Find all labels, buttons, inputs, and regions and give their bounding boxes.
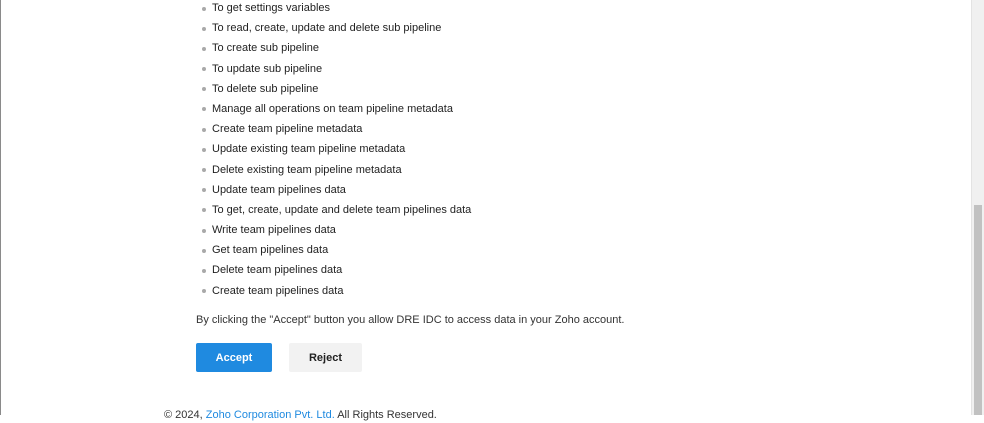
permission-label: To read, create, update and delete sub pipeline xyxy=(212,22,442,35)
permission-label: Update team pipelines data xyxy=(212,183,346,196)
permission-item xyxy=(196,260,471,280)
permission-label: To update sub pipeline xyxy=(212,62,323,75)
permission-label: To get settings variables xyxy=(212,2,331,14)
permission-label: To delete sub pipeline xyxy=(212,82,319,95)
permission-label: To create sub pipeline xyxy=(212,42,320,55)
bullet-icon xyxy=(202,269,206,273)
footer-suffix: All Rights Reserved. xyxy=(334,409,437,421)
accept-button[interactable]: Accept xyxy=(196,343,272,372)
footer xyxy=(164,407,437,423)
permission-item xyxy=(196,99,471,119)
bullet-icon xyxy=(202,289,206,293)
reject-button[interactable]: Reject xyxy=(289,343,362,372)
permission-label: Manage all operations on team pipeline metadata xyxy=(212,102,453,115)
bullet-icon xyxy=(202,7,206,11)
permission-list xyxy=(196,0,471,301)
bullet-icon xyxy=(202,87,206,91)
permission-item xyxy=(196,200,471,220)
bullet-icon xyxy=(202,67,206,71)
bullet-icon xyxy=(202,168,206,172)
permission-label: Get team pipelines data xyxy=(212,244,329,257)
permission-item xyxy=(196,59,471,79)
permission-item xyxy=(196,160,471,180)
bullet-icon xyxy=(202,249,206,253)
bullet-icon xyxy=(202,188,206,192)
permission-item xyxy=(196,18,471,38)
footer-prefix: © 2024, xyxy=(164,409,206,421)
bullet-icon xyxy=(202,107,206,111)
permission-item xyxy=(196,119,471,139)
scrollbar-thumb[interactable] xyxy=(974,205,982,415)
bullet-icon xyxy=(202,128,206,132)
footer-company-link[interactable]: Zoho Corporation Pvt. Ltd. xyxy=(205,409,335,421)
permission-item xyxy=(196,38,471,58)
permission-item xyxy=(196,139,471,159)
permission-label: Create team pipeline metadata xyxy=(212,123,363,136)
permission-item xyxy=(196,220,471,240)
bullet-icon xyxy=(202,208,206,212)
permission-label: To get, create, update and delete team pipelines data xyxy=(212,203,472,216)
bullet-icon xyxy=(202,148,206,152)
permission-item xyxy=(196,240,471,260)
consent-text: By clicking the "Accept" button you allow DRE IDC to access data in your Zoho account. xyxy=(196,314,625,326)
permission-label: Create team pipelines data xyxy=(212,284,344,297)
permission-label: Write team pipelines data xyxy=(212,224,336,237)
permission-item xyxy=(196,281,471,301)
permission-label: Update existing team pipeline metadata xyxy=(212,143,406,156)
bullet-icon xyxy=(202,229,206,233)
permission-item xyxy=(196,79,471,99)
bullet-icon xyxy=(202,47,206,51)
permission-item xyxy=(196,180,471,200)
permission-item xyxy=(196,0,471,18)
permission-label: Delete existing team pipeline metadata xyxy=(212,163,402,176)
permission-label: Delete team pipelines data xyxy=(212,264,343,277)
bullet-icon xyxy=(202,27,206,31)
vertical-scrollbar[interactable] xyxy=(971,0,984,415)
